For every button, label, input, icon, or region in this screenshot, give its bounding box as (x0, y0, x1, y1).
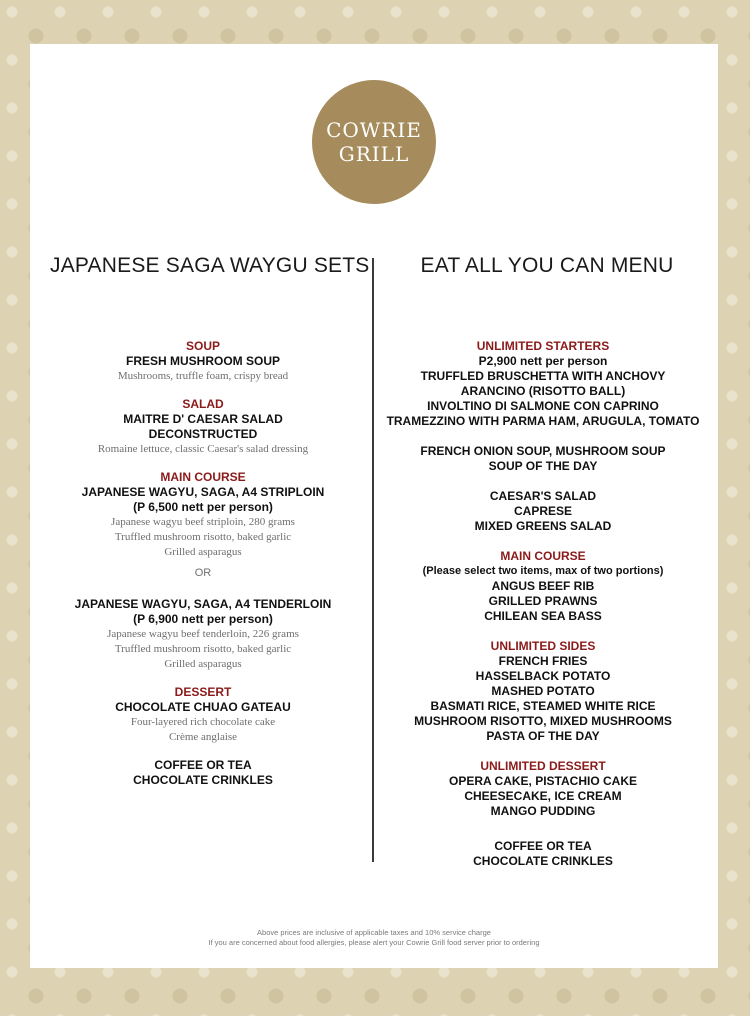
section-heading: MAIN COURSE (160, 470, 246, 484)
extras-section (58, 758, 348, 788)
menu-item: TRUFFLED BRUSCHETTA WITH ANCHOVY (420, 369, 666, 383)
column-divider (372, 258, 374, 862)
salad-section (58, 397, 348, 457)
item-description: Japanese wagyu beef tenderloin, 226 grams (107, 628, 299, 640)
wagyu-sets-column (58, 339, 348, 788)
menu-item: GRILLED PRAWNS (488, 594, 598, 608)
item-price: (P 6,900 nett per person) (133, 612, 273, 626)
soups-section (376, 444, 710, 474)
or-separator: OR (194, 567, 212, 579)
section-heading: UNLIMITED DESSERT (480, 759, 606, 773)
salads-section (376, 489, 710, 534)
menu-item: COFFEE OR TEA (494, 839, 592, 853)
menu-card (30, 44, 718, 968)
item-description: Romaine lettuce, classic Caesar's salad dressing (97, 443, 309, 455)
main-course-section (58, 470, 348, 672)
main-course-section (376, 549, 710, 624)
footer-line: If you are concerned about food allergies, please alert your Cowrie Grill food server prior to ordering (208, 938, 540, 947)
item-price: P2,900 nett per person (478, 354, 608, 368)
menu-item: FRENCH FRIES (498, 654, 588, 668)
item-description: Grilled asparagus (164, 658, 242, 670)
menu-item: MASHED POTATO (491, 684, 595, 698)
menu-item: CAPRESE (513, 504, 572, 518)
item-description: Japanese wagyu beef striploin, 280 grams (111, 516, 295, 528)
menu-item: MANGO PUDDING (490, 804, 596, 818)
dessert-section (58, 685, 348, 745)
section-heading: MAIN COURSE (500, 549, 586, 563)
logo-line-2: GRILL (338, 142, 410, 166)
menu-item: FRENCH ONION SOUP, MUSHROOM SOUP (420, 444, 666, 458)
menu-item: INVOLTINO DI SALMONE CON CAPRINO (427, 399, 659, 413)
menu-item: CHOCOLATE CHUAO GATEAU (115, 700, 291, 714)
footer-line: Above prices are inclusive of applicable taxes and 10% service charge (257, 928, 491, 937)
section-heading: UNLIMITED SIDES (490, 639, 596, 653)
dessert-section (376, 759, 710, 819)
menu-item: SOUP OF THE DAY (488, 459, 598, 473)
menu-item: TRAMEZZINO WITH PARMA HAM, ARUGULA, TOMATO (386, 414, 700, 428)
starters-section (376, 339, 710, 429)
menu-item: CHEESECAKE, ICE CREAM (464, 789, 622, 803)
cowrie-grill-logo (312, 80, 436, 204)
menu-note: (Please select two items, max of two portions) (422, 565, 664, 577)
item-description: Truffled mushroom risotto, baked garlic (114, 643, 292, 655)
eat-all-you-can-column (376, 339, 710, 869)
menu-item: COFFEE OR TEA (154, 758, 252, 772)
item-description: Mushrooms, truffle foam, crispy bread (117, 370, 289, 382)
item-description: Truffled mushroom risotto, baked garlic (114, 531, 292, 543)
menu-item: JAPANESE WAGYU, SAGA, A4 TENDERLOIN (74, 597, 332, 611)
section-heading: SOUP (185, 339, 220, 353)
menu-item: JAPANESE WAGYU, SAGA, A4 STRIPLOIN (81, 485, 325, 499)
menu-item: PASTA OF THE DAY (486, 729, 600, 743)
item-price: (P 6,500 nett per person) (133, 500, 273, 514)
left-column-title: JAPANESE SAGA WAYGU SETS (50, 254, 370, 277)
item-description: Grilled asparagus (164, 546, 242, 558)
menu-item: HASSELBACK POTATO (475, 669, 611, 683)
extras-section (376, 839, 710, 869)
item-description: Crème anglaise (168, 731, 238, 743)
menu-item: BASMATI RICE, STEAMED WHITE RICE (430, 699, 656, 713)
item-description: Four-layered rich chocolate cake (130, 716, 276, 728)
menu-item: CAESAR'S SALAD (489, 489, 597, 503)
section-heading: UNLIMITED STARTERS (476, 339, 610, 353)
menu-item: ANGUS BEEF RIB (491, 579, 595, 593)
logo-line-1: COWRIE (326, 118, 422, 142)
section-heading: SALAD (182, 397, 224, 411)
section-heading: DESSERT (174, 685, 232, 699)
menu-item: FRESH MUSHROOM SOUP (125, 354, 280, 368)
sides-section (376, 639, 710, 744)
footer-notes (30, 928, 718, 948)
menu-item: MIXED GREENS SALAD (474, 519, 612, 533)
menu-item: MUSHROOM RISOTTO, MIXED MUSHROOMS (414, 714, 672, 728)
menu-item: DECONSTRUCTED (148, 427, 258, 441)
menu-item: MAITRE D' CAESAR SALAD (123, 412, 283, 426)
right-column-title: EAT ALL YOU CAN MENU (420, 254, 674, 277)
menu-item: OPERA CAKE, PISTACHIO CAKE (448, 774, 637, 788)
menu-item: CHOCOLATE CRINKLES (133, 773, 273, 787)
menu-item: ARANCINO (RISOTTO BALL) (460, 384, 626, 398)
menu-item: CHILEAN SEA BASS (484, 609, 602, 623)
menu-item: CHOCOLATE CRINKLES (473, 854, 613, 868)
soup-section (58, 339, 348, 384)
